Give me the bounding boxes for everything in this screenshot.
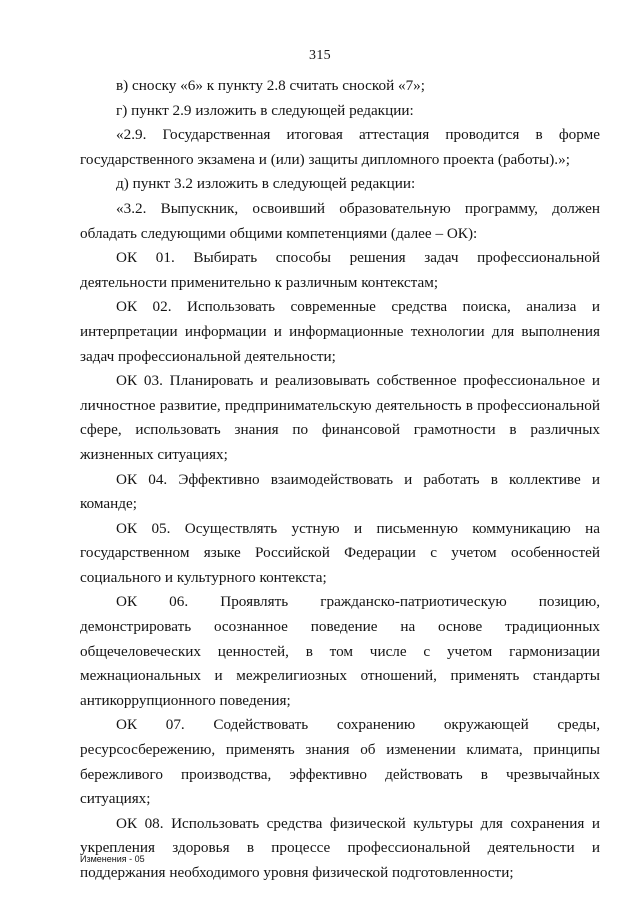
page-number: 315 xyxy=(309,48,331,63)
paragraph-ok-08: ОК 08. Использовать средства физической культуры для сохранения и укрепления здоровья в процессе профессиональной деятельности и поддержания необходимого уровня физической подготовленности; xyxy=(80,814,600,881)
paragraph-footnote-renumber: в) сноску «6» к пункту 2.8 считать сноской «7»; xyxy=(116,77,425,94)
paragraph-ok-01: ОК 01. Выбирать способы решения задач профессиональной деятельности применительно к различным контекстам; xyxy=(80,249,600,291)
paragraph-clause-3-2: «3.2. Выпускник, освоивший образовательную программу, должен обладать следующими общими компетенциями (далее – ОК): xyxy=(80,199,600,242)
paragraph-ok-02: ОК 02. Использовать современные средства поиска, анализа и интерпретации информации и информационные технологии для выполнения задач профессиональной деятельности; xyxy=(80,298,600,365)
paragraph-ok-07: ОК 07. Содействовать сохранению окружающей среды, ресурсосбережению, применять знания об изменении климата, принципы бережливого производства, эффективно действовать в чрезвычайных ситуациях; xyxy=(80,716,600,808)
paragraph-clause-2-9: «2.9. Государственная итоговая аттестация проводится в форме государственного экзамена и (или) защиты дипломного проекта (работы).»; xyxy=(80,126,600,168)
paragraph-ok-04: ОК 04. Эффективно взаимодействовать и работать в коллективе и команде; xyxy=(80,470,600,513)
paragraph-ok-03: ОК 03. Планировать и реализовывать собственное профессиональное и личностное развитие, предпринимательскую деятельность в профессиональной сфере, использовать знания по финансовой грамотности в различных жизненных ситуациях; xyxy=(80,372,600,463)
paragraph-ok-06: ОК 06. Проявлять гражданско-патриотическую позицию, демонстрировать осознанное поведение на основе традиционных общечеловеческих ценностей, в том числе с учетом гармонизации межнациональных и межрелигиозных отношений, применять стандарты антикоррупционного поведения; xyxy=(80,593,600,709)
document-body xyxy=(80,74,600,886)
paragraph-item-d-intro: д) пункт 3.2 изложить в следующей редакции: xyxy=(116,175,416,193)
paragraph-item-g-intro: г) пункт 2.9 изложить в следующей редакции: xyxy=(116,101,414,119)
paragraph-ok-05: ОК 05. Осуществлять устную и письменную коммуникацию на государственном языке Российской Федерации с учетом особенностей социального и культурного контекста; xyxy=(80,519,600,586)
footer-revision-note: Изменения - 05 xyxy=(80,854,145,864)
